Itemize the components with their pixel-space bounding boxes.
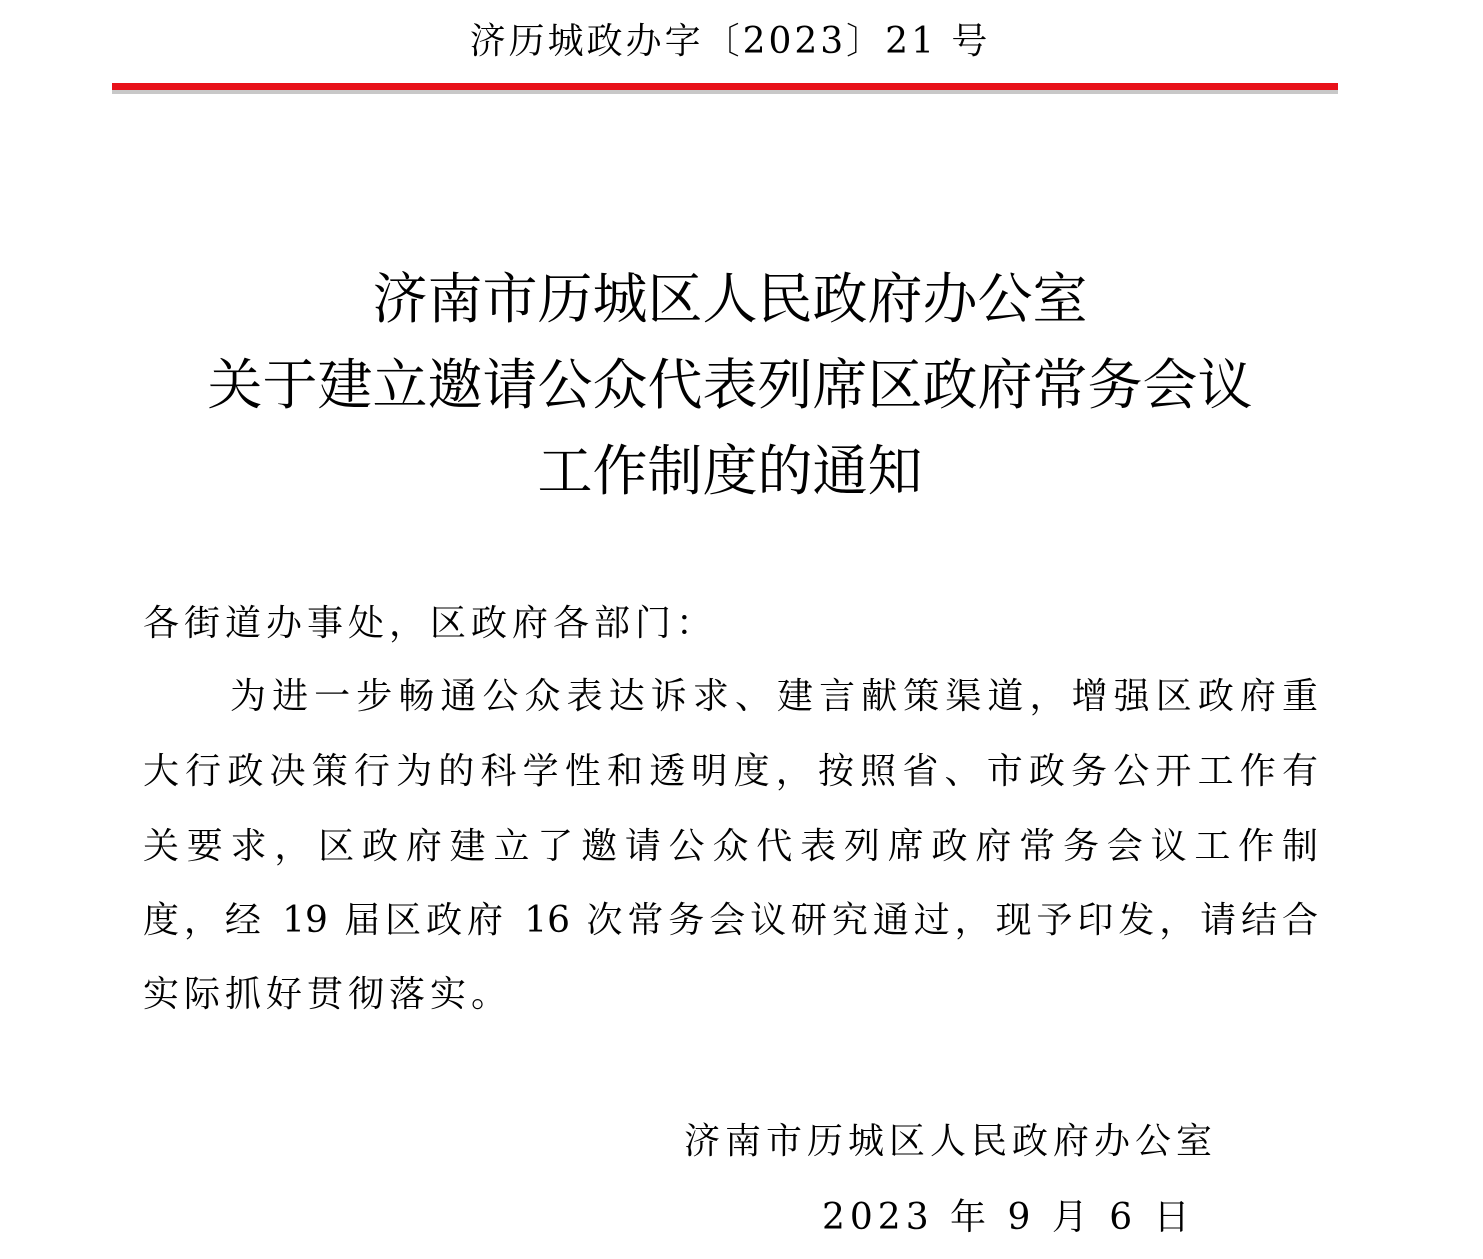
body-line-5: 实际抓好贯彻落实。: [143, 974, 513, 1015]
body-line-4: 度，经 19 届区政府 16 次常务会议研究通过，现予印发，请结合: [143, 900, 1318, 941]
body-line-2: 大行政决策行为的科学性和透明度，按照省、市政务公开工作有: [143, 751, 1318, 792]
title-line-1: 济南市历城区人民政府办公室: [372, 267, 1088, 331]
body-line-3: 关要求，区政府建立了邀请公众代表列席政府常务会议工作制: [143, 826, 1318, 867]
document-number: 济历城政办字〔2023〕21 号: [469, 21, 991, 62]
salutation: 各街道办事处，区政府各部门：: [143, 603, 718, 644]
signature-organization: 济南市历城区人民政府办公室: [684, 1121, 1218, 1162]
title-line-3: 工作制度的通知: [537, 439, 923, 503]
body-line-1: 为进一步畅通公众表达诉求、建言献策渠道，增强区政府重: [230, 676, 1318, 717]
signature-date: 2023 年 9 月 6 日: [822, 1197, 1195, 1238]
header-rule-shadow: [112, 90, 1338, 94]
title-line-2: 关于建立邀请公众代表列席区政府常务会议: [207, 353, 1253, 417]
document-title: [0, 256, 1460, 514]
